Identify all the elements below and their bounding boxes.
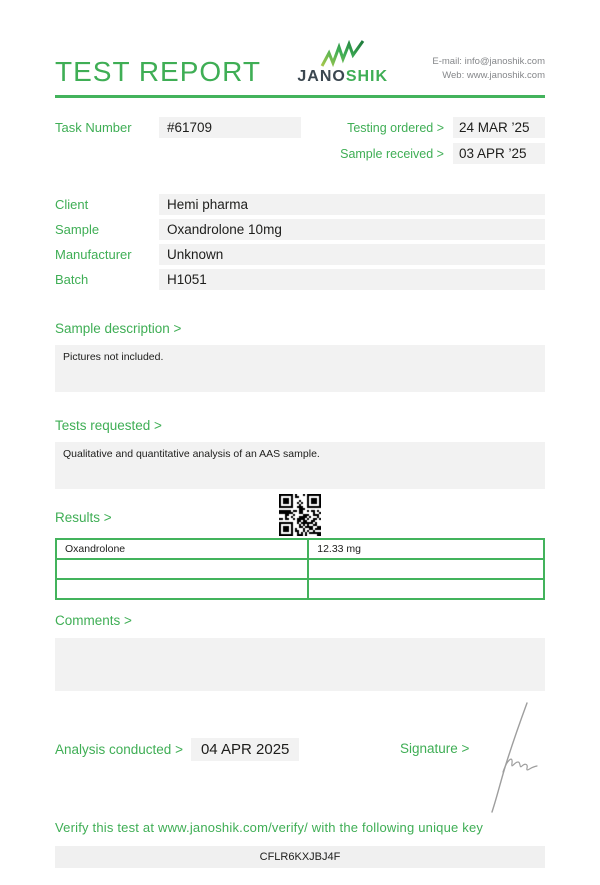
batch-value: H1051 <box>159 269 545 290</box>
comments-heading: Comments > <box>55 613 132 629</box>
sample-info-section <box>55 194 545 290</box>
verify-text: Verify this test at www.janoshik.com/verify/ with the following unique key <box>55 820 484 835</box>
contact-web: Web: www.janoshik.com <box>442 70 545 82</box>
table-row <box>56 539 544 559</box>
sample-value: Oxandrolone 10mg <box>159 219 545 240</box>
batch-row <box>55 269 545 290</box>
task-number-label: Task Number <box>55 120 132 135</box>
analysis-date-value: 04 APR 2025 <box>191 738 299 761</box>
table-row <box>56 559 544 579</box>
verify-footer <box>55 820 545 868</box>
sample-row <box>55 219 545 240</box>
sample-received-label: Sample received > <box>340 146 444 161</box>
unique-key-value: CFLR6KXJBJ4F <box>55 846 545 868</box>
manufacturer-value: Unknown <box>159 244 545 265</box>
sample-received-row <box>340 143 545 164</box>
report-header <box>0 0 600 86</box>
janoshik-logo <box>297 40 388 86</box>
logo-chart-icon <box>320 40 366 67</box>
contact-info <box>432 55 545 86</box>
client-label: Client <box>55 197 89 212</box>
table-row <box>56 579 544 599</box>
manufacturer-label: Manufacturer <box>55 247 132 262</box>
task-section <box>55 117 545 164</box>
results-header-area <box>55 493 545 538</box>
report-title: TEST REPORT <box>55 56 262 87</box>
qr-code <box>279 494 321 536</box>
tests-requested-heading: Tests requested > <box>55 418 162 434</box>
testing-ordered-label: Testing ordered > <box>347 120 444 135</box>
analysis-conducted <box>55 738 299 761</box>
sample-description-box: Pictures not included. <box>55 345 545 392</box>
testing-ordered-date: 24 MAR ’25 <box>453 117 545 138</box>
manufacturer-row <box>55 244 545 265</box>
result-amount-cell <box>308 579 544 599</box>
logo-wordmark: JANOSHIK <box>297 67 389 85</box>
client-value: Hemi pharma <box>159 194 545 215</box>
sample-received-date: 03 APR ’25 <box>453 143 545 164</box>
signature-label: Signature > <box>400 741 470 756</box>
results-heading: Results > <box>55 510 112 526</box>
task-number-value: #61709 <box>159 117 301 138</box>
testing-ordered-row <box>340 117 545 138</box>
analysis-conducted-label: Analysis conducted > <box>55 742 183 757</box>
tests-requested-box: Qualitative and quantitative analysis of an AAS sample. <box>55 442 545 489</box>
batch-label: Batch <box>55 272 89 287</box>
signature-scribble <box>479 700 544 820</box>
result-amount-cell <box>308 559 544 579</box>
comments-box <box>55 638 545 691</box>
contact-email: E-mail: info@janoshik.com <box>432 55 545 67</box>
result-substance-cell <box>56 579 308 599</box>
sample-label: Sample <box>55 222 100 237</box>
header-divider <box>55 95 545 98</box>
client-row <box>55 194 545 215</box>
result-amount-cell: 12.33 mg <box>308 539 544 559</box>
sample-description-heading: Sample description > <box>55 321 182 336</box>
result-substance-cell <box>56 559 308 579</box>
result-substance-cell: Oxandrolone <box>56 539 308 559</box>
results-table <box>55 538 545 600</box>
